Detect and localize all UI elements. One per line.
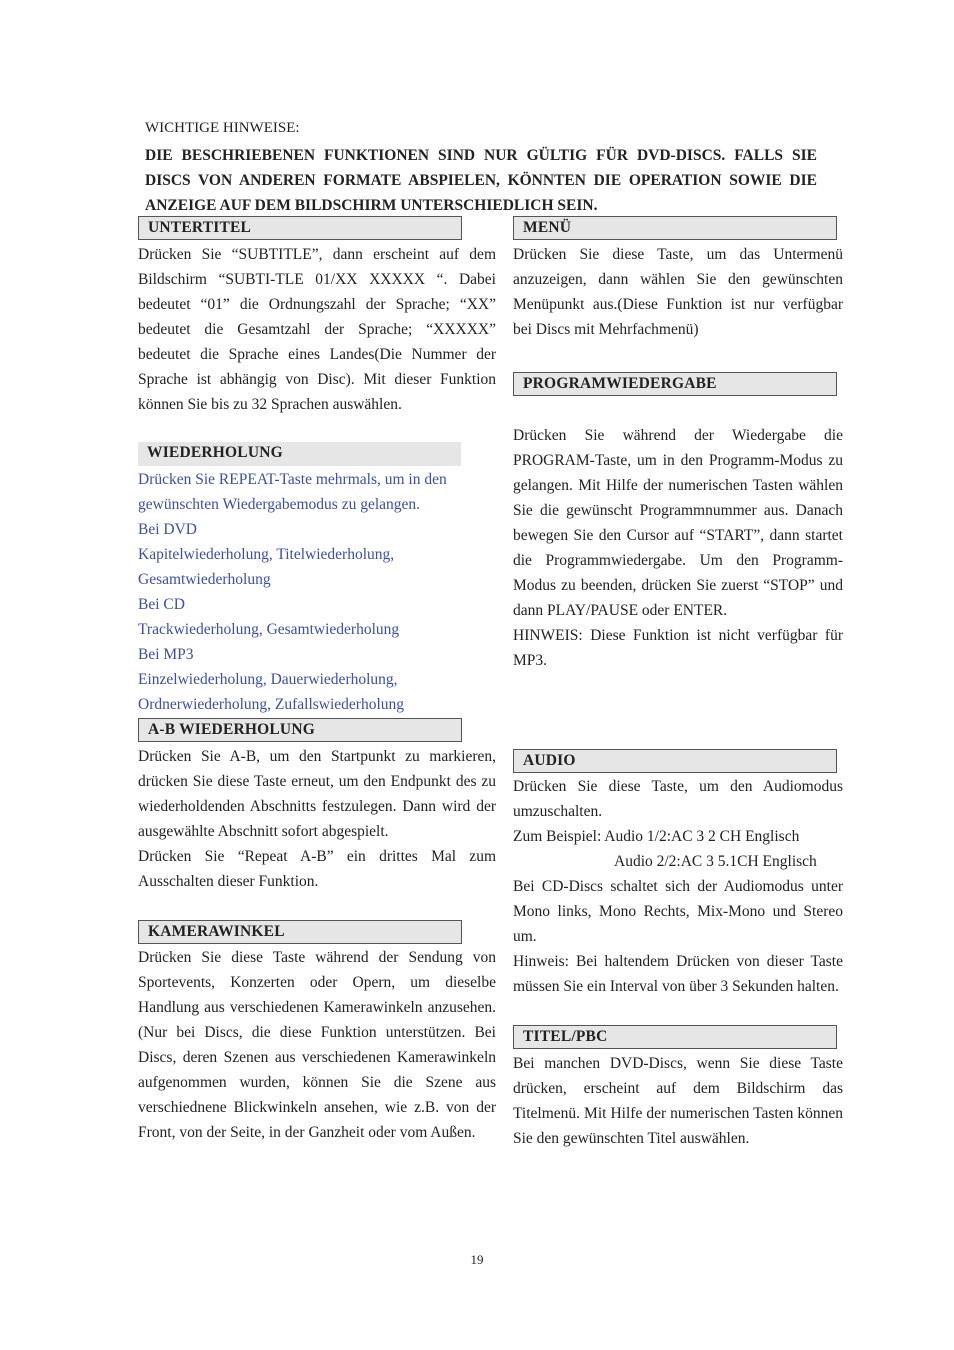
- header-ab-wiederholung: A-B WIEDERHOLUNG: [138, 718, 462, 742]
- menu-text: Drücken Sie diese Taste, um das Untermenü anzuzeigen, dann wählen Sie den gewünschten Menüpunkt aus.(Diese Funktion ist nur verfügbar bei Discs mit Mehrfachmenü): [513, 246, 843, 338]
- wiederholung-line: Kapitelwiederholung, Titelwiederholung,: [138, 546, 395, 563]
- audio-text: Drücken Sie diese Taste, um den Audiomodus umzuschalten.: [513, 778, 843, 820]
- header-titel-pbc: TITEL/PBC: [513, 1025, 837, 1049]
- ab-text: Drücken Sie A-B, um den Startpunkt zu markieren, drücken Sie diese Taste erneut, um den Endpunkt des zu wiederholdenden Abschnitts festzulegen. Dann wird der ausgewählte Abschnitt sofort abgespielt.: [138, 748, 496, 840]
- audio-example-1: Zum Beispiel: Audio 1/2:AC 3 2 CH Englisch: [513, 828, 800, 845]
- wiederholung-line: gewünschten Wiedergabemodus zu gelangen.: [138, 496, 421, 513]
- program-text: Drücken Sie während der Wiedergabe die PROGRAM-Taste, um in den Programm-Modus zu gelangen. Mit Hilfe der numerischen Tasten wählen Sie die gewünscht Programmnummer aus. Danach bewegen Sie den Cursor auf “START”, dann startet die Programmwiedergabe. Um den Programm-Modus zu beenden, drücken Sie zuerst “STOP” und dann PLAY/PAUSE oder ENTER.: [513, 427, 843, 619]
- wiederholung-line: Bei MP3: [138, 646, 194, 663]
- notice-text: DIE BESCHRIEBENEN FUNKTIONEN SIND NUR GÜLTIG FÜR DVD-DISCS. FALLS SIE DISCS VON ANDEREN FORMATE ABSPIELEN, KÖNNTEN DIE OPERATION SOWIE DIE ANZEIGE AUF DEM BILDSCHIRM UNTERSCHIEDLICH SEIN.: [145, 147, 817, 214]
- ab-section: [138, 744, 496, 894]
- ab-text-2: Drücken Sie “Repeat A-B” ein drittes Mal zum Ausschalten dieser Funktion.: [138, 848, 496, 890]
- audio-section: [513, 774, 843, 999]
- wiederholung-line: Bei CD: [138, 596, 185, 613]
- header-programwiedergabe: PROGRAMWIEDERGABE: [513, 372, 837, 396]
- program-section: [513, 423, 843, 673]
- wiederholung-line: Einzelwiederholung, Dauerwiederholung,: [138, 671, 398, 688]
- wiederholung-list: [138, 467, 496, 717]
- wiederholung-line: Trackwiederholung, Gesamtwiederholung: [138, 621, 400, 638]
- notice-label: WICHTIGE HINWEISE:: [145, 120, 300, 136]
- program-hinweis: HINWEIS: Diese Funktion ist nicht verfügbar für MP3.: [513, 627, 843, 669]
- header-menu: MENÜ: [513, 216, 837, 240]
- audio-cd-text: Bei CD-Discs schaltet sich der Audiomodus unter Mono links, Mono Rechts, Mix-Mono und Stereo um.: [513, 878, 843, 945]
- wiederholung-line: Ordnerwiederholung, Zufallswiederholung: [138, 696, 405, 713]
- titel-text: Bei manchen DVD-Discs, wenn Sie diese Taste drücken, erscheint auf dem Bildschirm das Titelmenü. Mit Hilfe der numerischen Tasten können Sie den gewünschten Titel auswählen.: [513, 1055, 843, 1147]
- wiederholung-line: Gesamtwiederholung: [138, 571, 271, 588]
- untertitel-text: Drücken Sie “SUBTITLE”, dann erscheint auf dem Bildschirm “SUBTI-TLE 01/XX XXXXX “. Dabei bedeutet “01” die Ordnungszahl der Sprache; “XX” bedeutet die Gesamtzahl der Sprache; “XXXXX” bedeutet die Sprache eines Landes(Die Nummer der Sprache ist abhängig von Disc). Mit dieser Funktion können Sie bis zu 32 Sprachen auswählen.: [138, 246, 496, 413]
- header-untertitel: UNTERTITEL: [138, 216, 462, 240]
- audio-example-2: Audio 2/2:AC 3 5.1CH Englisch: [614, 853, 817, 870]
- header-kamerawinkel: KAMERAWINKEL: [138, 920, 462, 944]
- page-number: 19: [470, 1252, 484, 1267]
- wiederholung-line: Bei DVD: [138, 521, 197, 538]
- header-audio: AUDIO: [513, 749, 837, 773]
- header-wiederholung: WIEDERHOLUNG: [138, 442, 461, 466]
- audio-hinweis: Hinweis: Bei haltendem Drücken von dieser Taste müssen Sie ein Interval von über 3 Sekunden halten.: [513, 953, 843, 995]
- kamera-text: Drücken Sie diese Taste während der Sendung von Sportevents, Konzerten oder Opern, um dieselbe Handlung aus verschiedenen Kamerawinkeln anzusehen.(Nur bei Discs, die diese Funktion unterstützen. Bei Discs, deren Szenen aus verschiedenen Kamerawinkeln aufgenommen wurden, können Sie die Szene aus verschiednene Blickwinkeln ansehen, wie z.B. von der Front, von der Seite, in der Ganzheit oder vom Außen.: [138, 949, 496, 1141]
- wiederholung-line: Drücken Sie REPEAT-Taste mehrmals, um in den: [138, 471, 447, 488]
